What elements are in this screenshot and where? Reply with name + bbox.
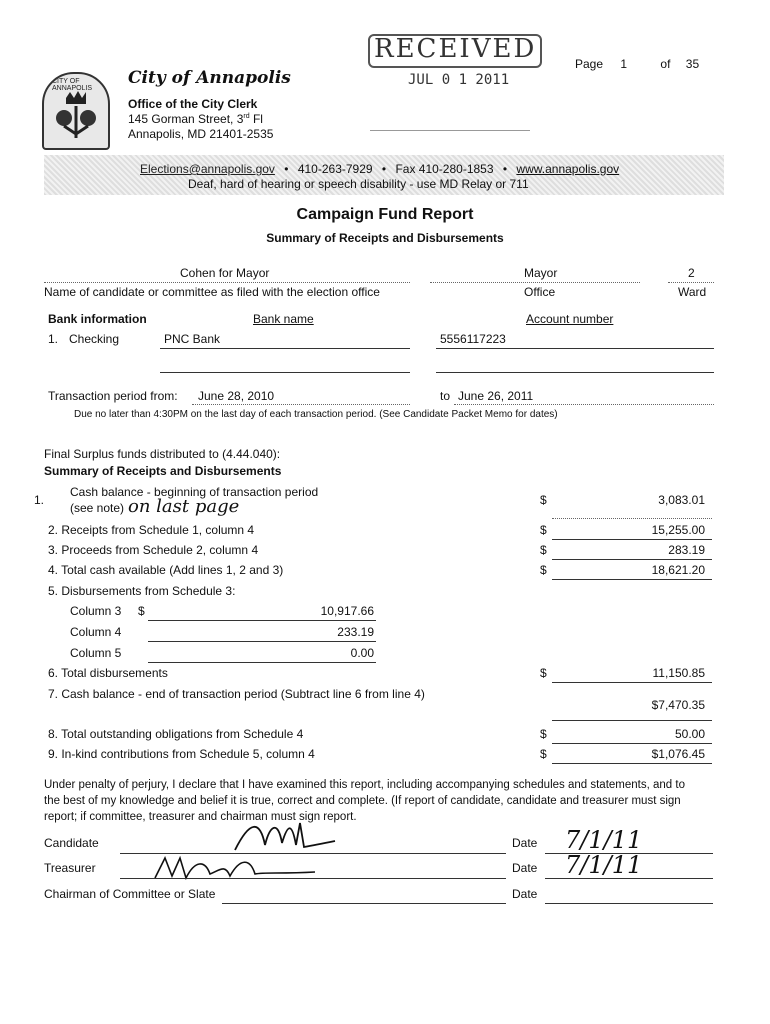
line7-value[interactable]: $7,470.35: [651, 698, 705, 712]
line4-currency: $: [540, 563, 547, 577]
line9-currency: $: [540, 747, 547, 761]
line5-label: 5. Disbursements from Schedule 3:: [48, 584, 236, 598]
treasurer-signature-line: [120, 878, 506, 879]
bank-name-value[interactable]: PNC Bank: [164, 332, 221, 346]
period-from-label: Transaction period from:: [48, 389, 178, 403]
seal-text: CITY OF ANNAPOLIS: [52, 78, 93, 92]
bank-name-line: [160, 348, 410, 349]
received-stamp: [368, 34, 538, 92]
period-to-label: to: [440, 389, 451, 403]
line9-label: 9. In-kind contributions from Schedule 5, column 4: [48, 747, 315, 761]
chairman-date-line: [545, 903, 713, 904]
chairman-date-label: Date: [512, 887, 538, 901]
line6-currency: $: [540, 666, 547, 680]
line7-value-line: [552, 720, 712, 721]
chairman-signature-line: [222, 903, 506, 904]
ward-value[interactable]: 2: [688, 266, 695, 280]
column3-line: [148, 620, 376, 621]
column5-line: [148, 662, 376, 663]
fax-number: Fax 410-280-1853: [395, 162, 494, 176]
account-number-line: [436, 348, 714, 349]
treasurer-signature-icon[interactable]: [150, 850, 320, 886]
line3-currency: $: [540, 543, 547, 557]
phone-number: 410-263-7929: [297, 162, 373, 176]
candidate-signature-label: Candidate: [44, 836, 99, 850]
line4-value[interactable]: 18,621.20: [651, 563, 705, 577]
line4-label: 4. Total cash available (Add lines 1, 2 and 3): [48, 563, 284, 577]
candidate-name-label: Name of candidate or committee as filed with the election office: [44, 285, 380, 299]
separator-3: •: [502, 162, 508, 176]
line6-value[interactable]: 11,150.85: [652, 666, 705, 680]
line2-value[interactable]: 15,255.00: [651, 523, 705, 537]
summary-heading: Summary of Receipts and Disbursements: [44, 464, 282, 478]
bank-name-line-2: [160, 372, 410, 373]
period-to-line: [454, 404, 714, 405]
treasurer-signature-label: Treasurer: [44, 861, 96, 875]
declaration-line-2: the best of my knowledge and belief it is true, correct and complete. (If report of candidate, candidate and treasurer must sign: [44, 795, 681, 807]
separator-1: •: [284, 162, 289, 176]
page-number: 1: [620, 57, 628, 71]
line2-label: 2. Receipts from Schedule 1, column 4: [48, 523, 255, 537]
candidate-name-line: [44, 282, 410, 283]
address-line-1: [128, 112, 263, 126]
address-sup: rd: [243, 113, 250, 120]
line6-value-line: [552, 682, 712, 683]
declaration-line-3: report; if committee, treasurer and chairman must sign report.: [44, 811, 357, 823]
line1-value[interactable]: 3,083.01: [658, 493, 705, 507]
email-link[interactable]: Elections@annapolis.gov: [140, 162, 275, 176]
line1-label: Cash balance - beginning of transaction period: [70, 485, 319, 499]
period-from-value[interactable]: June 28, 2010: [198, 389, 275, 403]
page-total: 35: [685, 57, 700, 71]
candidate-date-value[interactable]: 7/1/11: [565, 826, 643, 854]
period-from-line: [192, 404, 410, 405]
page-subtitle: Summary of Receipts and Disbursements: [266, 231, 504, 245]
chairman-signature-label: Chairman of Committee or Slate: [44, 887, 216, 901]
contact-line: [140, 162, 619, 176]
crown-rose-icon: [44, 86, 108, 146]
column5-value[interactable]: 0.00: [350, 646, 374, 660]
office-line: [430, 282, 640, 283]
column3-currency: $: [138, 604, 145, 618]
account-number-label: Account number: [526, 312, 614, 326]
ward-label: Ward: [678, 285, 707, 299]
page-label: Page: [575, 57, 604, 71]
stamp-underline: [370, 130, 530, 131]
declaration-line-1: Under penalty of perjury, I declare that I have examined this report, including accompanying schedules and statements, and to: [44, 779, 685, 791]
candidate-date-label: Date: [512, 836, 538, 850]
page-of-label: of: [660, 57, 671, 71]
city-script-title: City of Annapolis: [128, 68, 291, 88]
address-end: Fl: [249, 112, 263, 126]
line8-currency: $: [540, 727, 547, 741]
line9-value-line: [552, 763, 712, 764]
treasurer-date-line: [545, 878, 713, 879]
website-link[interactable]: www.annapolis.gov: [516, 162, 620, 176]
line1-handwritten-note: on last page: [128, 496, 240, 517]
line1-currency: $: [540, 493, 547, 507]
line3-value[interactable]: 283.19: [668, 543, 705, 557]
address-line-2: Annapolis, MD 21401-2535: [128, 127, 274, 141]
page-indicator: [575, 57, 699, 71]
line8-value-line: [552, 743, 712, 744]
line1-sublabel: (see note): [70, 501, 125, 515]
line3-label: 3. Proceeds from Schedule 2, column 4: [48, 543, 259, 557]
column4-label: Column 4: [70, 625, 122, 639]
relay-note: Deaf, hard of hearing or speech disability - use MD Relay or 711: [188, 177, 529, 191]
bank-heading: Bank information: [48, 312, 147, 326]
period-to-value[interactable]: June 26, 2011: [458, 389, 534, 403]
account-number-line-2: [436, 372, 714, 373]
line3-value-line: [552, 559, 712, 560]
received-stamp-date: JUL 0 1 2011: [408, 72, 510, 88]
column4-value[interactable]: 233.19: [337, 625, 374, 639]
received-stamp-text: RECEIVED: [374, 34, 537, 64]
bank-row-number: 1.: [48, 332, 59, 346]
column4-line: [148, 641, 376, 642]
line9-value[interactable]: $1,076.45: [651, 747, 705, 761]
bank-row-type: Checking: [69, 332, 120, 346]
line8-label: 8. Total outstanding obligations from Schedule 4: [48, 727, 304, 741]
bank-name-label: Bank name: [253, 312, 314, 326]
column3-value[interactable]: 10,917.66: [320, 604, 374, 618]
surplus-line: Final Surplus funds distributed to (4.44.040):: [44, 447, 281, 461]
line2-value-line: [552, 539, 712, 540]
period-note: Due no later than 4:30PM on the last day of each transaction period. (See Candidate Packet Memo for dates): [74, 409, 558, 420]
line4-value-line: [552, 579, 712, 580]
treasurer-date-value[interactable]: 7/1/11: [565, 851, 643, 879]
office-name: Office of the City Clerk: [128, 97, 258, 111]
account-number-value[interactable]: 5556117223: [440, 332, 506, 346]
office-label: Office: [524, 285, 556, 299]
column5-label: Column 5: [70, 646, 122, 660]
ward-line: [668, 282, 714, 283]
line2-currency: $: [540, 523, 547, 537]
treasurer-date-label: Date: [512, 861, 538, 875]
city-seal-icon: [42, 72, 110, 150]
line7-label: 7. Cash balance - end of transaction period (Subtract line 6 from line 4): [48, 687, 425, 701]
page-title: Campaign Fund Report: [296, 206, 474, 223]
separator-2: •: [381, 162, 387, 176]
column3-label: Column 3: [70, 604, 122, 618]
address-main: 145 Gorman Street, 3: [128, 112, 244, 126]
line1-value-line: [552, 518, 712, 519]
line6-label: 6. Total disbursements: [48, 666, 168, 680]
office-value[interactable]: Mayor: [524, 266, 558, 280]
line1-number: 1.: [34, 493, 45, 507]
line8-value[interactable]: 50.00: [674, 727, 705, 741]
candidate-name[interactable]: Cohen for Mayor: [180, 266, 270, 280]
